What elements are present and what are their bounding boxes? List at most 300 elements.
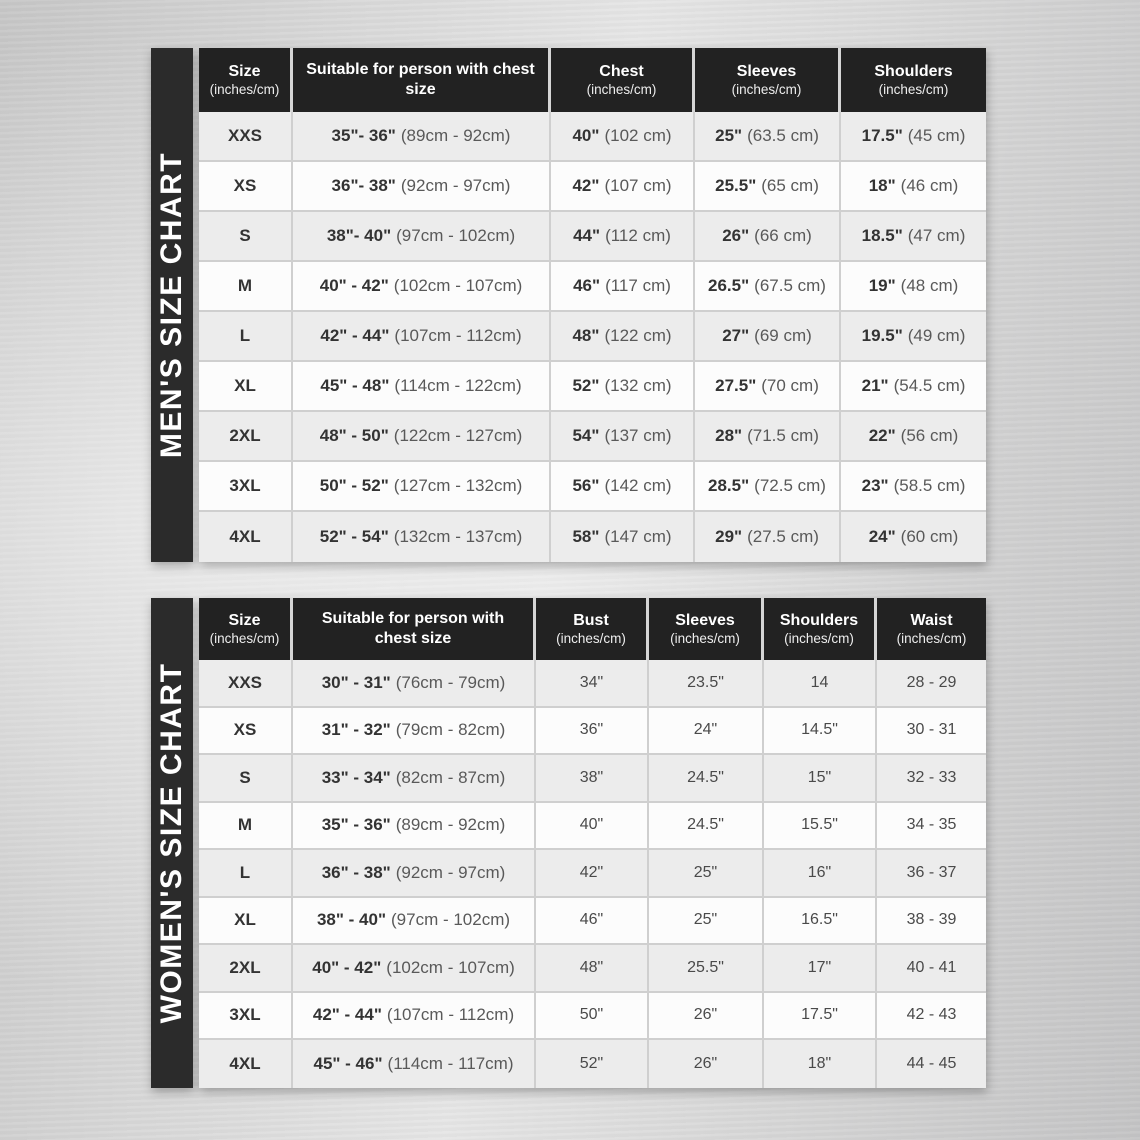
suitable-cm: (122cm - 127cm) bbox=[393, 426, 523, 445]
size-label: XXS bbox=[227, 672, 263, 692]
mens-table-header-row bbox=[199, 48, 986, 112]
cell-shoulders bbox=[764, 1040, 877, 1088]
chest-cm: (107 cm) bbox=[604, 176, 672, 195]
cell-suitable-chest bbox=[293, 112, 551, 162]
shoulders-value: 17" bbox=[807, 958, 832, 976]
size-label: XS bbox=[233, 720, 257, 740]
cell-sleeves bbox=[695, 212, 841, 262]
column-subtitle: (inches/cm) bbox=[209, 630, 280, 646]
size-label: XXS bbox=[227, 126, 263, 145]
column-title: Size bbox=[228, 611, 261, 629]
waist-value: 36 - 37 bbox=[906, 863, 957, 881]
sleeves-value: 24" bbox=[693, 721, 718, 739]
cell-suitable-chest bbox=[293, 212, 551, 262]
chest-cm: (137 cm) bbox=[604, 426, 672, 445]
chest-cm: (132 cm) bbox=[604, 376, 672, 395]
cell-shoulders bbox=[764, 945, 877, 993]
cell-suitable-chest bbox=[293, 945, 536, 993]
suitable-inches: 31" - 32" bbox=[321, 720, 391, 740]
cell-chest bbox=[551, 212, 695, 262]
sleeves-value: 24.5" bbox=[687, 768, 724, 786]
bust-value: 46" bbox=[579, 911, 604, 929]
table-row bbox=[199, 162, 986, 212]
cell-chest bbox=[551, 512, 695, 562]
suitable-cm: (114cm - 122cm) bbox=[394, 376, 522, 395]
sleeves-inches: 29" bbox=[715, 527, 743, 546]
suitable-cm: (82cm - 87cm) bbox=[395, 767, 506, 787]
cell-shoulders bbox=[841, 412, 986, 462]
sleeves-inches: 27" bbox=[722, 326, 750, 345]
suitable-inches: 35"- 36" bbox=[331, 126, 396, 145]
suitable-cm: (127cm - 132cm) bbox=[393, 476, 523, 495]
column-title: Suitable for person with chest size bbox=[321, 610, 505, 647]
bust-value: 52" bbox=[579, 1054, 604, 1072]
waist-value: 32 - 33 bbox=[906, 768, 957, 786]
size-label: M bbox=[237, 815, 253, 835]
womens-chart-band bbox=[151, 598, 193, 1088]
mens-chart-title: MEN'S SIZE CHART bbox=[155, 151, 188, 459]
size-label: XL bbox=[234, 376, 256, 395]
suitable-inches: 35" - 36" bbox=[321, 815, 391, 835]
column-header bbox=[536, 598, 649, 660]
bust-value: 48" bbox=[579, 958, 604, 976]
shoulders-inches: 19" bbox=[868, 276, 896, 295]
shoulders-value: 18" bbox=[807, 1054, 832, 1072]
cell-sleeves bbox=[695, 512, 841, 562]
size-label: 4XL bbox=[229, 1053, 261, 1073]
sleeves-inches: 26" bbox=[722, 226, 750, 245]
cell-waist bbox=[877, 755, 986, 803]
size-label: 2XL bbox=[229, 426, 261, 445]
column-title: Waist bbox=[910, 611, 953, 629]
cell-shoulders bbox=[841, 112, 986, 162]
cell-chest bbox=[551, 162, 695, 212]
sleeves-cm: (65 cm) bbox=[761, 176, 819, 195]
cell-waist bbox=[877, 660, 986, 708]
shoulders-cm: (56 cm) bbox=[900, 426, 959, 445]
shoulders-inches: 21" bbox=[861, 376, 889, 395]
cell-shoulders bbox=[764, 755, 877, 803]
chest-cm: (112 cm) bbox=[605, 226, 671, 245]
cell-shoulders bbox=[841, 162, 986, 212]
cell-size bbox=[199, 850, 293, 898]
cell-bust bbox=[536, 993, 649, 1041]
waist-value: 40 - 41 bbox=[906, 958, 957, 976]
cell-size bbox=[199, 945, 293, 993]
cell-waist bbox=[877, 993, 986, 1041]
womens-table-body bbox=[199, 660, 986, 1088]
sleeves-inches: 27.5" bbox=[715, 376, 757, 395]
cell-size bbox=[199, 312, 293, 362]
cell-waist bbox=[877, 803, 986, 851]
cell-sleeves bbox=[649, 755, 764, 803]
chest-inches: 42" bbox=[572, 176, 600, 195]
suitable-cm: (102cm - 107cm) bbox=[393, 276, 523, 295]
bust-value: 38" bbox=[579, 768, 604, 786]
column-title: Shoulders bbox=[874, 62, 953, 80]
cell-bust bbox=[536, 850, 649, 898]
sleeves-inches: 26.5" bbox=[708, 276, 750, 295]
cell-chest bbox=[551, 462, 695, 512]
size-label: 3XL bbox=[229, 1005, 261, 1025]
column-title: Sleeves bbox=[675, 611, 735, 629]
table-row bbox=[199, 1040, 986, 1088]
sleeves-cm: (63.5 cm) bbox=[747, 126, 819, 145]
column-title: Shoulders bbox=[779, 611, 859, 629]
chest-inches: 46" bbox=[573, 276, 601, 295]
shoulders-value: 16" bbox=[807, 863, 832, 881]
size-label: XS bbox=[233, 176, 257, 195]
table-row bbox=[199, 850, 986, 898]
cell-suitable-chest bbox=[293, 512, 551, 562]
shoulders-value: 15.5" bbox=[801, 816, 838, 834]
cell-size bbox=[199, 462, 293, 512]
table-row bbox=[199, 993, 986, 1041]
cell-suitable-chest bbox=[293, 898, 536, 946]
sleeves-inches: 25.5" bbox=[715, 176, 757, 195]
cell-size bbox=[199, 162, 293, 212]
cell-sleeves bbox=[649, 1040, 764, 1088]
womens-size-chart-section bbox=[151, 598, 986, 1088]
column-header bbox=[199, 598, 293, 660]
column-subtitle: (inches/cm) bbox=[556, 630, 626, 646]
sleeves-value: 25" bbox=[693, 863, 718, 881]
table-row bbox=[199, 803, 986, 851]
cell-size bbox=[199, 112, 293, 162]
cell-bust bbox=[536, 898, 649, 946]
shoulders-cm: (46 cm) bbox=[900, 176, 959, 195]
cell-shoulders bbox=[764, 993, 877, 1041]
table-row bbox=[199, 362, 986, 412]
shoulders-value: 15" bbox=[807, 768, 832, 786]
suitable-inches: 50" - 52" bbox=[319, 476, 389, 495]
shoulders-inches: 22" bbox=[868, 426, 896, 445]
suitable-inches: 42" - 44" bbox=[312, 1005, 382, 1025]
suitable-inches: 36"- 38" bbox=[331, 176, 396, 195]
cell-suitable-chest bbox=[293, 850, 536, 898]
column-header bbox=[649, 598, 764, 660]
column-subtitle: (inches/cm) bbox=[731, 81, 802, 97]
waist-value: 28 - 29 bbox=[906, 673, 957, 691]
suitable-cm: (132cm - 137cm) bbox=[393, 527, 523, 546]
suitable-inches: 36" - 38" bbox=[321, 862, 391, 882]
cell-chest bbox=[551, 262, 695, 312]
cell-size bbox=[199, 755, 293, 803]
table-row bbox=[199, 708, 986, 756]
sleeves-value: 24.5" bbox=[687, 816, 724, 834]
column-title: Size bbox=[228, 62, 261, 80]
cell-bust bbox=[536, 660, 649, 708]
suitable-inches: 48" - 50" bbox=[319, 426, 389, 445]
sleeves-cm: (66 cm) bbox=[754, 226, 812, 245]
cell-waist bbox=[877, 850, 986, 898]
cell-chest bbox=[551, 312, 695, 362]
table-row bbox=[199, 898, 986, 946]
suitable-cm: (76cm - 79cm) bbox=[395, 672, 506, 692]
shoulders-inches: 18.5" bbox=[861, 226, 903, 245]
chest-cm: (122 cm) bbox=[604, 326, 672, 345]
cell-shoulders bbox=[841, 262, 986, 312]
table-row bbox=[199, 755, 986, 803]
sleeves-value: 23.5" bbox=[687, 673, 724, 691]
size-label: S bbox=[239, 226, 251, 245]
cell-suitable-chest bbox=[293, 755, 536, 803]
sleeves-cm: (27.5 cm) bbox=[747, 527, 819, 546]
chest-inches: 48" bbox=[572, 326, 600, 345]
waist-value: 42 - 43 bbox=[906, 1006, 957, 1024]
cell-shoulders bbox=[841, 312, 986, 362]
womens-table-header-row bbox=[199, 598, 986, 660]
cell-sleeves bbox=[649, 803, 764, 851]
size-label: 3XL bbox=[229, 476, 261, 495]
cell-sleeves bbox=[695, 312, 841, 362]
table-row bbox=[199, 660, 986, 708]
cell-shoulders bbox=[841, 212, 986, 262]
shoulders-inches: 17.5" bbox=[861, 126, 903, 145]
table-row bbox=[199, 462, 986, 512]
cell-shoulders bbox=[841, 462, 986, 512]
column-header bbox=[695, 48, 841, 112]
shoulders-cm: (47 cm) bbox=[907, 226, 966, 245]
suitable-cm: (107cm - 112cm) bbox=[394, 326, 522, 345]
suitable-cm: (97cm - 102cm) bbox=[396, 226, 516, 245]
size-label: 4XL bbox=[229, 527, 261, 546]
bust-value: 42" bbox=[579, 863, 604, 881]
suitable-inches: 30" - 31" bbox=[321, 672, 391, 692]
sleeves-cm: (72.5 cm) bbox=[754, 476, 826, 495]
cell-size bbox=[199, 660, 293, 708]
cell-size bbox=[199, 708, 293, 756]
suitable-cm: (89cm - 92cm) bbox=[395, 815, 506, 835]
suitable-cm: (92cm - 97cm) bbox=[395, 862, 506, 882]
mens-size-chart-section bbox=[151, 48, 986, 562]
sleeves-inches: 28.5" bbox=[708, 476, 750, 495]
suitable-cm: (92cm - 97cm) bbox=[400, 176, 511, 195]
shoulders-value: 17.5" bbox=[801, 1006, 838, 1024]
size-label: L bbox=[239, 326, 251, 345]
cell-size bbox=[199, 803, 293, 851]
chest-inches: 40" bbox=[572, 126, 600, 145]
column-title: Suitable for person with chest size bbox=[306, 61, 535, 98]
chest-cm: (142 cm) bbox=[604, 476, 672, 495]
cell-bust bbox=[536, 1040, 649, 1088]
shoulders-value: 14.5" bbox=[801, 721, 838, 739]
chest-inches: 54" bbox=[572, 426, 600, 445]
shoulders-cm: (54.5 cm) bbox=[893, 376, 966, 395]
column-header bbox=[293, 48, 551, 112]
suitable-cm: (114cm - 117cm) bbox=[387, 1053, 514, 1073]
cell-waist bbox=[877, 1040, 986, 1088]
suitable-inches: 38" - 40" bbox=[316, 910, 386, 930]
bust-value: 40" bbox=[579, 816, 604, 834]
shoulders-cm: (60 cm) bbox=[900, 527, 959, 546]
chest-cm: (102 cm) bbox=[604, 126, 672, 145]
sleeves-inches: 28" bbox=[715, 426, 743, 445]
column-subtitle: (inches/cm) bbox=[586, 81, 657, 97]
size-label: XL bbox=[234, 910, 256, 930]
column-header bbox=[551, 48, 695, 112]
cell-size bbox=[199, 262, 293, 312]
mens-size-table bbox=[199, 48, 986, 562]
suitable-inches: 33" - 34" bbox=[321, 767, 391, 787]
column-header bbox=[877, 598, 986, 660]
suitable-cm: (102cm - 107cm) bbox=[386, 957, 515, 977]
suitable-inches: 45" - 46" bbox=[313, 1053, 383, 1073]
cell-chest bbox=[551, 412, 695, 462]
table-row bbox=[199, 512, 986, 562]
cell-sleeves bbox=[695, 112, 841, 162]
table-row bbox=[199, 945, 986, 993]
table-row bbox=[199, 212, 986, 262]
cell-suitable-chest bbox=[293, 660, 536, 708]
cell-suitable-chest bbox=[293, 262, 551, 312]
shoulders-inches: 23" bbox=[861, 476, 889, 495]
cell-suitable-chest bbox=[293, 162, 551, 212]
column-subtitle: (inches/cm) bbox=[209, 81, 280, 97]
column-title: Bust bbox=[573, 611, 609, 629]
suitable-inches: 42" - 44" bbox=[320, 326, 390, 345]
mens-chart-band bbox=[151, 48, 193, 562]
cell-shoulders bbox=[764, 850, 877, 898]
column-header bbox=[841, 48, 986, 112]
column-subtitle: (inches/cm) bbox=[878, 81, 949, 97]
cell-suitable-chest bbox=[293, 993, 536, 1041]
cell-suitable-chest bbox=[293, 462, 551, 512]
size-label: 2XL bbox=[229, 957, 261, 977]
chest-cm: (147 cm) bbox=[604, 527, 672, 546]
column-header bbox=[199, 48, 293, 112]
suitable-inches: 40" - 42" bbox=[312, 957, 382, 977]
waist-value: 30 - 31 bbox=[906, 721, 957, 739]
cell-shoulders bbox=[764, 660, 877, 708]
sleeves-cm: (67.5 cm) bbox=[754, 276, 826, 295]
cell-size bbox=[199, 993, 293, 1041]
cell-sleeves bbox=[695, 462, 841, 512]
column-subtitle: (inches/cm) bbox=[896, 630, 967, 646]
table-row bbox=[199, 112, 986, 162]
cell-size bbox=[199, 212, 293, 262]
size-label: L bbox=[239, 862, 251, 882]
suitable-inches: 52" - 54" bbox=[319, 527, 389, 546]
sleeves-cm: (69 cm) bbox=[754, 326, 812, 345]
chest-inches: 52" bbox=[572, 376, 600, 395]
cell-sleeves bbox=[695, 262, 841, 312]
cell-suitable-chest bbox=[293, 1040, 536, 1088]
waist-value: 38 - 39 bbox=[906, 911, 957, 929]
cell-suitable-chest bbox=[293, 362, 551, 412]
cell-suitable-chest bbox=[293, 312, 551, 362]
cell-waist bbox=[877, 898, 986, 946]
suitable-inches: 38"- 40" bbox=[326, 226, 392, 245]
womens-size-table bbox=[199, 598, 986, 1088]
table-row bbox=[199, 262, 986, 312]
cell-sleeves bbox=[695, 162, 841, 212]
cell-bust bbox=[536, 755, 649, 803]
shoulders-cm: (48 cm) bbox=[900, 276, 959, 295]
cell-shoulders bbox=[764, 898, 877, 946]
cell-chest bbox=[551, 362, 695, 412]
shoulders-inches: 18" bbox=[868, 176, 896, 195]
shoulders-value: 14 bbox=[810, 673, 829, 691]
suitable-cm: (89cm - 92cm) bbox=[400, 126, 511, 145]
sleeves-value: 26" bbox=[693, 1006, 718, 1024]
chest-inches: 56" bbox=[572, 476, 600, 495]
cell-sleeves bbox=[649, 945, 764, 993]
cell-shoulders bbox=[841, 512, 986, 562]
waist-value: 34 - 35 bbox=[906, 816, 957, 834]
column-subtitle: (inches/cm) bbox=[784, 630, 854, 646]
cell-shoulders bbox=[764, 803, 877, 851]
shoulders-inches: 19.5" bbox=[861, 326, 903, 345]
sleeves-inches: 25" bbox=[715, 126, 743, 145]
sleeves-cm: (71.5 cm) bbox=[747, 426, 819, 445]
size-label: S bbox=[239, 767, 251, 787]
cell-suitable-chest bbox=[293, 708, 536, 756]
column-title: Chest bbox=[599, 62, 644, 80]
sleeves-value: 25" bbox=[693, 911, 718, 929]
cell-waist bbox=[877, 708, 986, 756]
cell-size bbox=[199, 362, 293, 412]
cell-size bbox=[199, 412, 293, 462]
womens-chart-title: WOMEN'S SIZE CHART bbox=[155, 662, 188, 1024]
shoulders-cm: (49 cm) bbox=[907, 326, 966, 345]
cell-chest bbox=[551, 112, 695, 162]
mens-table-body bbox=[199, 112, 986, 562]
sleeves-value: 25.5" bbox=[687, 958, 724, 976]
suitable-inches: 40" - 42" bbox=[319, 276, 389, 295]
sleeves-cm: (70 cm) bbox=[761, 376, 819, 395]
cell-bust bbox=[536, 945, 649, 993]
shoulders-cm: (58.5 cm) bbox=[893, 476, 966, 495]
table-row bbox=[199, 412, 986, 462]
suitable-inches: 45" - 48" bbox=[320, 376, 390, 395]
cell-sleeves bbox=[649, 898, 764, 946]
suitable-cm: (79cm - 82cm) bbox=[395, 720, 506, 740]
shoulders-value: 16.5" bbox=[801, 911, 838, 929]
suitable-cm: (107cm - 112cm) bbox=[386, 1005, 515, 1025]
suitable-cm: (97cm - 102cm) bbox=[391, 910, 511, 930]
cell-sleeves bbox=[649, 708, 764, 756]
cell-size bbox=[199, 1040, 293, 1088]
cell-sleeves bbox=[649, 850, 764, 898]
column-subtitle: (inches/cm) bbox=[670, 630, 740, 646]
column-title: Sleeves bbox=[736, 62, 797, 80]
cell-sleeves bbox=[649, 660, 764, 708]
shoulders-inches: 24" bbox=[868, 527, 896, 546]
cell-bust bbox=[536, 708, 649, 756]
sleeves-value: 26" bbox=[693, 1054, 718, 1072]
cell-shoulders bbox=[841, 362, 986, 412]
cell-sleeves bbox=[695, 412, 841, 462]
waist-value: 44 - 45 bbox=[906, 1054, 957, 1072]
cell-size bbox=[199, 898, 293, 946]
column-header bbox=[293, 598, 536, 660]
chest-inches: 58" bbox=[572, 527, 600, 546]
cell-suitable-chest bbox=[293, 803, 536, 851]
shoulders-cm: (45 cm) bbox=[907, 126, 966, 145]
chest-inches: 44" bbox=[573, 226, 601, 245]
cell-shoulders bbox=[764, 708, 877, 756]
bust-value: 50" bbox=[579, 1006, 604, 1024]
chest-cm: (117 cm) bbox=[605, 276, 671, 295]
cell-suitable-chest bbox=[293, 412, 551, 462]
cell-size bbox=[199, 512, 293, 562]
cell-waist bbox=[877, 945, 986, 993]
table-row bbox=[199, 312, 986, 362]
cell-sleeves bbox=[649, 993, 764, 1041]
column-header bbox=[764, 598, 877, 660]
cell-sleeves bbox=[695, 362, 841, 412]
